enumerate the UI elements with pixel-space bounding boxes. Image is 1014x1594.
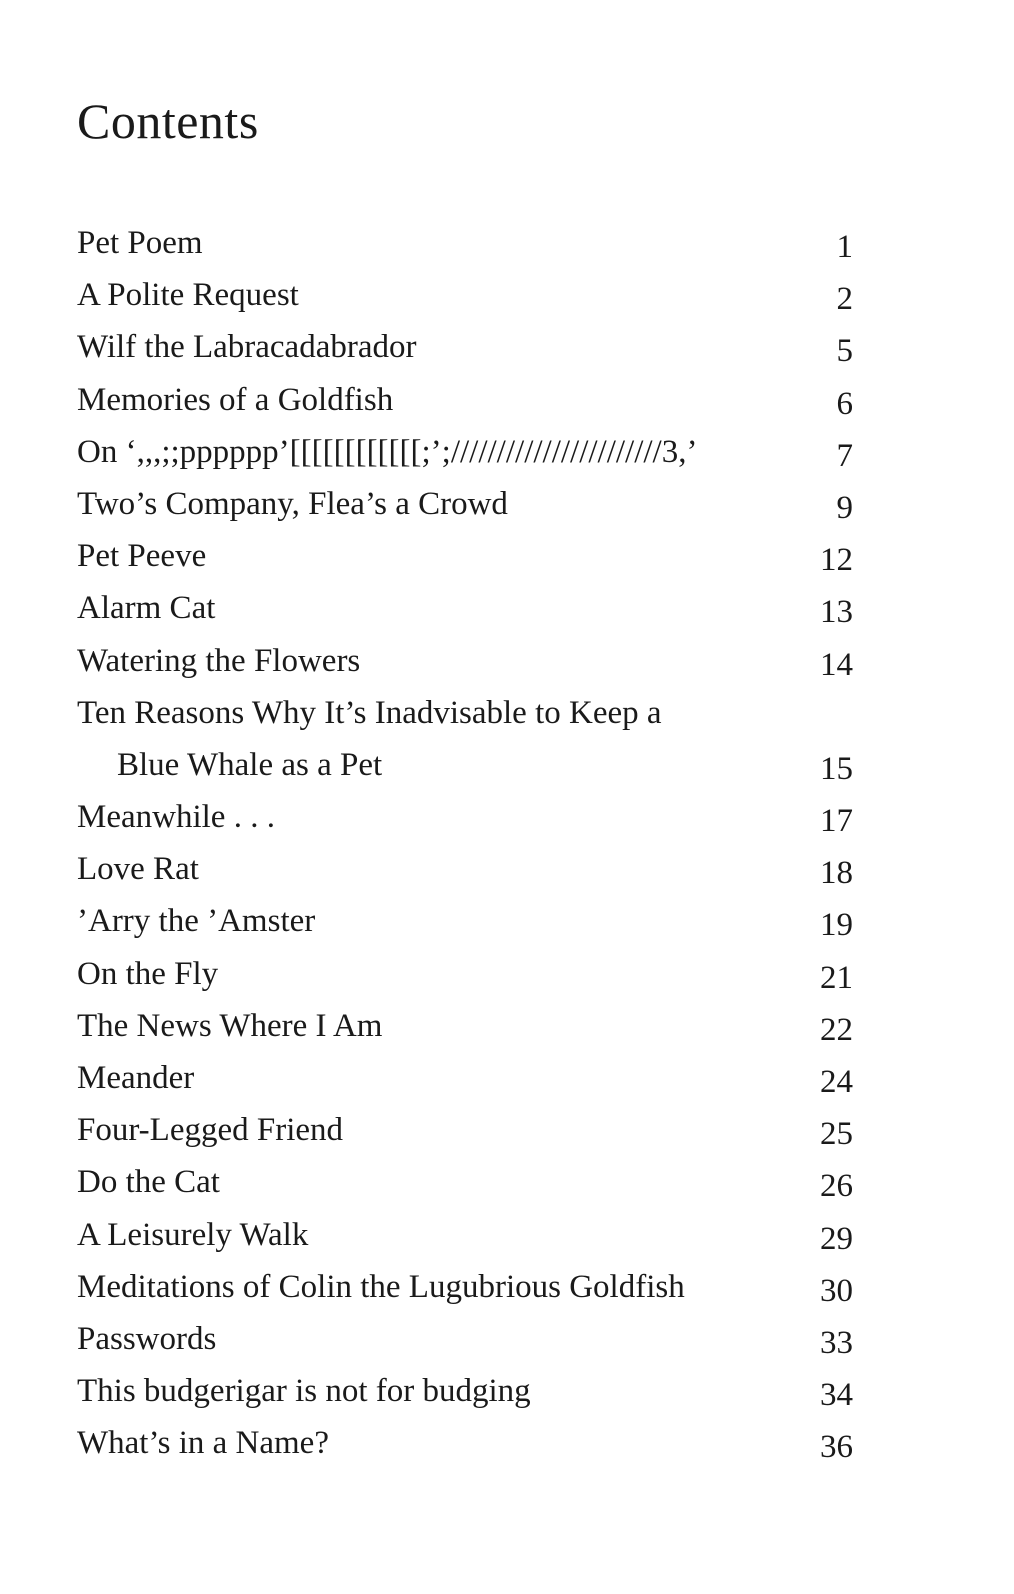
entry-title: Wilf the Labracadabrador [77,329,417,366]
entry-title: What’s in a Name? [77,1425,329,1462]
toc-entry [77,1261,857,1313]
entry-page-number: 12 [820,542,853,579]
entry-page-number: 18 [820,855,853,892]
entry-page-number: 33 [820,1324,853,1361]
entry-page-number: 21 [820,959,853,996]
toc-entry [77,948,857,1000]
entry-page-number: 29 [820,1220,853,1257]
entry-title: Alarm Cat [77,590,216,627]
toc-entry [77,843,857,895]
toc-entry [77,321,857,373]
entry-title: A Polite Request [77,277,299,314]
entry-page-number: 13 [820,594,853,631]
entry-title: On ‘,,,;;pppppp’[[[[[[[[[[[[;’;///////////////////////3,’ [77,433,698,470]
toc-entry [77,791,857,843]
entry-title: ’Arry the ’Amster [77,903,316,940]
entry-page-number: 34 [820,1377,853,1414]
toc-entry [77,478,857,530]
entry-page-number: 6 [836,385,853,422]
entry-title: Memories of a Goldfish [77,381,394,418]
table-of-contents [77,217,857,1470]
entry-page-number: 15 [820,750,853,787]
entry-title: Love Rat [77,851,199,888]
entry-page-number: 5 [836,333,853,370]
entry-title: Two’s Company, Flea’s a Crowd [77,485,508,522]
entry-title: A Leisurely Walk [77,1216,309,1253]
entry-title: Meditations of Colin the Lugubrious Goldfish [77,1268,685,1305]
entry-page-number: 2 [836,281,853,318]
toc-entry-continuation [77,739,857,791]
toc-entry [77,687,857,739]
toc-entry [77,1156,857,1208]
entry-page-number: 25 [820,1116,853,1153]
entry-page-number: 19 [820,907,853,944]
toc-entry [77,374,857,426]
entry-page-number: 17 [820,803,853,840]
toc-entry [77,582,857,634]
entry-title: Watering the Flowers [77,642,361,679]
toc-entry [77,269,857,321]
toc-entry [77,1209,857,1261]
entry-title: Do the Cat [77,1164,220,1201]
entry-title: This budgerigar is not for budging [77,1373,531,1410]
toc-entry [77,635,857,687]
entry-title: Meanwhile . . . [77,799,275,836]
toc-entry [77,1313,857,1365]
toc-entry [77,895,857,947]
entry-title: Blue Whale as a Pet [117,746,383,783]
entry-page-number: 24 [820,1064,853,1100]
entry-page-number: 1 [836,229,853,265]
entry-page-number: 26 [820,1168,853,1205]
toc-entry [77,426,857,478]
entry-page-number: 14 [820,646,853,683]
entry-page-number: 9 [836,489,853,526]
entry-title: Four-Legged Friend [77,1112,344,1149]
toc-entry [77,1000,857,1052]
entry-page-number: 7 [836,437,853,474]
entry-title: Pet Peeve [77,538,207,575]
entry-page-number: 30 [820,1272,853,1309]
toc-entry [77,1104,857,1156]
toc-entry [77,1417,857,1469]
entry-title: Ten Reasons Why It’s Inadvisable to Keep a [77,694,662,731]
toc-entry [77,530,857,582]
toc-entry [77,1052,857,1104]
toc-entry [77,217,857,269]
page-title: Contents [77,93,259,149]
entry-title: On the Fly [77,955,219,992]
entry-title: Passwords [77,1320,217,1357]
toc-entry [77,1365,857,1417]
entry-page-number: 36 [820,1429,853,1466]
entry-title: Meander [77,1060,195,1096]
entry-title: The News Where I Am [77,1007,383,1044]
entry-page-number: 22 [820,1011,853,1048]
entry-title: Pet Poem [77,225,203,261]
